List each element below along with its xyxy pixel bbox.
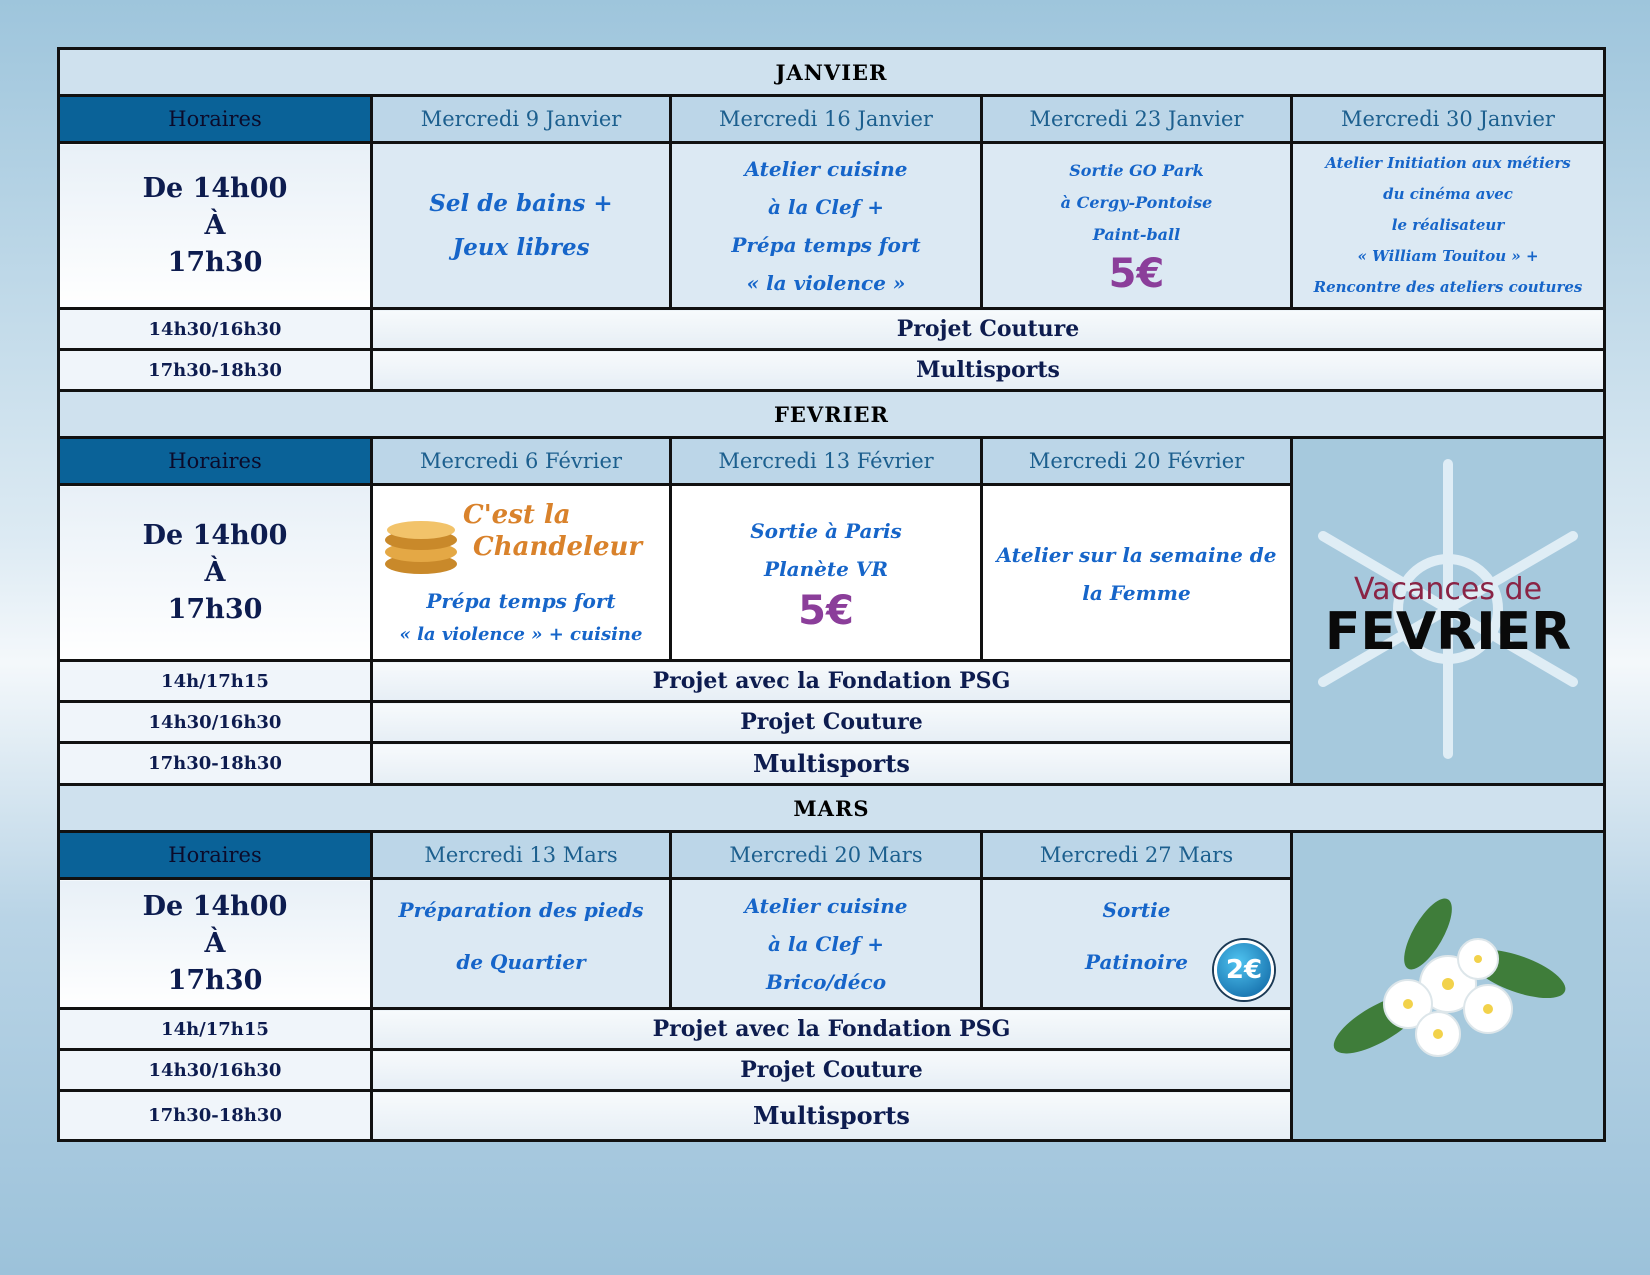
price-2-euro-icon: 2€ bbox=[1214, 940, 1274, 1000]
slot-time: 14h30/16h30 bbox=[59, 702, 372, 743]
slot-activity: Projet avec la Fondation PSG bbox=[372, 661, 1292, 702]
slot-time: 14h30/16h30 bbox=[59, 1050, 372, 1091]
activity-cell: Préparation des pieds de Quartier bbox=[372, 879, 671, 1009]
slot-activity: Projet avec la Fondation PSG bbox=[372, 1009, 1292, 1050]
activity-cell: Atelier Initiation aux métiers du cinéma avec le réalisateur « William Touitou » + Rencontre des ateliers coutures bbox=[1292, 143, 1605, 309]
vacances-fevrier-banner bbox=[1292, 438, 1605, 785]
flower-illustration bbox=[1292, 832, 1605, 1141]
activity-cell: C'est la Chandeleur Prépa temps fort « la violence » + cuisine bbox=[372, 485, 671, 661]
slot-time: 17h30-18h30 bbox=[59, 1091, 372, 1141]
date-header: Mercredi 6 Février bbox=[372, 438, 671, 485]
date-header: Mercredi 16 Janvier bbox=[671, 96, 982, 143]
svg-text:Vacances de: Vacances de bbox=[1353, 572, 1543, 607]
slot-activity: Multisports bbox=[372, 1091, 1292, 1141]
time-range: De 14h00 À 17h30 bbox=[59, 143, 372, 309]
activity-cell: Atelier cuisine à la Clef + Prépa temps fort « la violence » bbox=[671, 143, 982, 309]
month-mars-title: MARS bbox=[59, 785, 1605, 832]
slot-activity: Projet Couture bbox=[372, 309, 1605, 350]
date-header: Mercredi 30 Janvier bbox=[1292, 96, 1605, 143]
slot-time: 14h/17h15 bbox=[59, 1009, 372, 1050]
date-header: Mercredi 20 Mars bbox=[671, 832, 982, 879]
horaires-header: Horaires bbox=[59, 96, 372, 143]
slot-activity: Multisports bbox=[372, 743, 1292, 785]
slot-activity: Multisports bbox=[372, 350, 1605, 391]
slot-activity: Projet Couture bbox=[372, 1050, 1292, 1091]
month-fevrier-title: FEVRIER bbox=[59, 391, 1605, 438]
snowflake-icon bbox=[1298, 444, 1598, 774]
date-header: Mercredi 20 Février bbox=[982, 438, 1292, 485]
slot-time: 17h30-18h30 bbox=[59, 743, 372, 785]
horaires-header: Horaires bbox=[59, 438, 372, 485]
slot-time: 14h/17h15 bbox=[59, 661, 372, 702]
date-header: Mercredi 27 Mars bbox=[982, 832, 1292, 879]
activity-cell: Sel de bains + Jeux libres bbox=[372, 143, 671, 309]
jasmine-flower-icon bbox=[1318, 874, 1578, 1094]
horaires-header: Horaires bbox=[59, 832, 372, 879]
slot-time: 14h30/16h30 bbox=[59, 309, 372, 350]
chandeleur-logo: C'est la Chandeleur bbox=[373, 494, 669, 584]
activity-cell: Sortie à Paris Planète VR 5€ bbox=[671, 485, 982, 661]
price-badge: 5€ bbox=[798, 587, 854, 634]
activity-cell: Atelier cuisine à la Clef + Brico/déco bbox=[671, 879, 982, 1009]
pancake-icon bbox=[381, 500, 461, 580]
date-header: Mercredi 13 Mars bbox=[372, 832, 671, 879]
schedule-table bbox=[57, 47, 1606, 1142]
date-header: Mercredi 9 Janvier bbox=[372, 96, 671, 143]
time-range: De 14h00 À 17h30 bbox=[59, 879, 372, 1009]
activity-cell: Sortie GO Park à Cergy-Pontoise Paint-ball 5€ bbox=[982, 143, 1292, 309]
price-badge: 5€ bbox=[1108, 250, 1165, 297]
slot-time: 17h30-18h30 bbox=[59, 350, 372, 391]
activity-cell: Atelier sur la semaine de la Femme bbox=[982, 485, 1292, 661]
date-header: Mercredi 23 Janvier bbox=[982, 96, 1292, 143]
date-header: Mercredi 13 Février bbox=[671, 438, 982, 485]
slot-activity: Projet Couture bbox=[372, 702, 1292, 743]
time-range: De 14h00 À 17h30 bbox=[59, 485, 372, 661]
activity-cell: Sortie Patinoire 2€ bbox=[982, 879, 1292, 1009]
svg-text:FEVRIER: FEVRIER bbox=[1324, 602, 1572, 662]
schedule bbox=[57, 47, 1603, 1142]
month-janvier-title: JANVIER bbox=[59, 49, 1605, 96]
